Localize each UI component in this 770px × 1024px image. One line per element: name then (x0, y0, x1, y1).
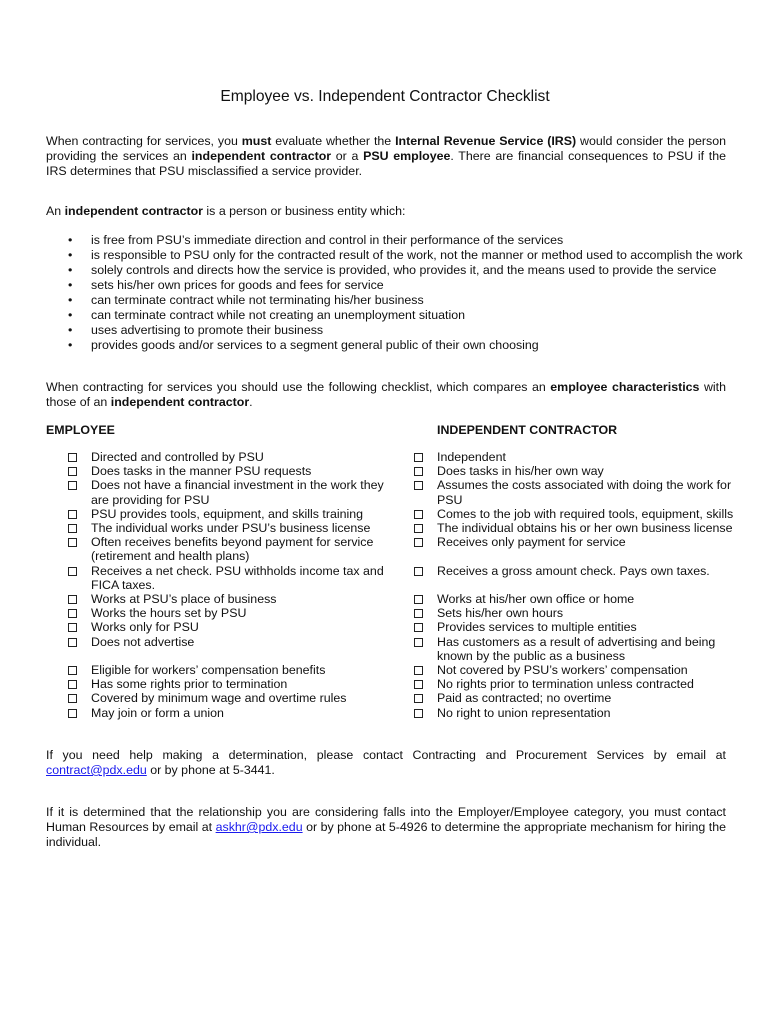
checkbox-icon[interactable] (414, 623, 423, 632)
employee-item: Works at PSU’s place of business (68, 592, 386, 606)
employee-item: Receives a net check. PSU withholds income tax and FICA taxes. (68, 564, 386, 592)
checkbox-icon[interactable] (414, 481, 423, 490)
list-item: • is responsible to PSU only for the contracted result of the work, not the manner or method used to accomplish the work (68, 248, 743, 262)
help-text-2: or by phone at 5-3441. (146, 763, 275, 777)
checkbox-icon[interactable] (414, 510, 423, 519)
bullet-icon: • (68, 278, 73, 292)
intro-paragraph (46, 134, 726, 179)
intro-bold-irs: Internal Revenue Service (IRS) (395, 134, 577, 148)
list-item: • is free from PSU’s immediate direction and control in their performance of the services (68, 233, 564, 247)
checkbox-icon[interactable] (68, 638, 77, 647)
contractor-item: Receives a gross amount check. Pays own taxes. (414, 564, 734, 578)
compare-paragraph (46, 380, 726, 410)
checkbox-icon[interactable] (68, 510, 77, 519)
employee-item: May join or form a union (68, 706, 386, 720)
hr-text-1: If it is determined that the relationship you are considering falls into the Employer/Employee category, you must contact Human Resources by email at (46, 805, 726, 834)
employee-item: The individual works under PSU’s business license (68, 521, 386, 535)
contractor-item: Receives only payment for service (414, 535, 734, 549)
employee-item: Eligible for workers’ compensation benefits (68, 663, 386, 677)
checkbox-icon[interactable] (68, 623, 77, 632)
contractor-definition-list (46, 233, 743, 353)
compare-text-2: with those of an (46, 380, 726, 409)
list-item: • uses advertising to promote their business (68, 323, 324, 337)
bullet-icon: • (68, 233, 73, 247)
checkbox-icon[interactable] (68, 481, 77, 490)
contract-email-link[interactable]: contract@pdx.edu (46, 763, 147, 777)
list-item: • can terminate contract while not creating an unemployment situation (68, 308, 465, 322)
definition-bold: independent contractor (64, 204, 203, 218)
employee-item: Has some rights prior to termination (68, 677, 386, 691)
contractor-item: No right to union representation (414, 706, 734, 720)
checkbox-icon[interactable] (414, 638, 423, 647)
checkbox-icon[interactable] (68, 595, 77, 604)
list-item: • can terminate contract while not terminating his/her business (68, 293, 424, 307)
employee-item: Covered by minimum wage and overtime rules (68, 691, 386, 705)
compare-text-1: When contracting for services you should use the following checklist, which compares an (46, 380, 551, 394)
employee-checklist (68, 450, 386, 720)
contractor-item: The individual obtains his or her own business license (414, 521, 734, 535)
checkbox-icon[interactable] (68, 609, 77, 618)
checkbox-icon[interactable] (68, 680, 77, 689)
checkbox-icon[interactable] (68, 524, 77, 533)
definition-text-1: An (46, 204, 65, 218)
contractor-item: No rights prior to termination unless contracted (414, 677, 734, 691)
checkbox-icon[interactable] (414, 595, 423, 604)
contractor-item: Sets his/her own hours (414, 606, 734, 620)
checkbox-icon[interactable] (414, 709, 423, 718)
compare-bold-contractor: independent contractor (110, 395, 250, 409)
employee-item: PSU provides tools, equipment, and skills training (68, 507, 386, 521)
intro-text-4: or a (331, 149, 364, 163)
intro-bold-must: must (241, 134, 272, 148)
intro-text-1: When contracting for services, you (46, 134, 242, 148)
bullet-icon: • (68, 323, 73, 337)
checkbox-icon[interactable] (68, 467, 77, 476)
intro-text-5: . There are financial consequences to PSU if the IRS determines that PSU misclassified a service provider. (46, 149, 726, 178)
intro-bold-contractor: independent contractor (191, 149, 332, 163)
employee-heading: EMPLOYEE (46, 423, 115, 437)
bullet-icon: • (68, 263, 73, 277)
bullet-icon: • (68, 293, 73, 307)
employee-item: Works only for PSU (68, 620, 386, 634)
contractor-heading: INDEPENDENT CONTRACTOR (437, 423, 618, 437)
checkbox-icon[interactable] (68, 666, 77, 675)
checkbox-icon[interactable] (68, 694, 77, 703)
contractor-item: Comes to the job with required tools, equipment, skills (414, 507, 734, 521)
bullet-icon: • (68, 308, 73, 322)
checkbox-icon[interactable] (414, 609, 423, 618)
help-paragraph (46, 748, 726, 778)
bullet-icon: • (68, 248, 73, 262)
document-title: Employee vs. Independent Contractor Checklist (220, 88, 550, 105)
checkbox-icon[interactable] (414, 567, 423, 576)
contractor-item: Assumes the costs associated with doing the work for PSU (414, 478, 734, 506)
checkbox-icon[interactable] (414, 538, 423, 547)
checkbox-icon[interactable] (414, 524, 423, 533)
compare-text-3: . (249, 395, 253, 409)
checkbox-icon[interactable] (68, 453, 77, 462)
intro-bold-employee: PSU employee (363, 149, 451, 163)
contractor-item: Works at his/her own office or home (414, 592, 734, 606)
employee-item: Directed and controlled by PSU (68, 450, 386, 464)
employee-item: Does not have a financial investment in the work they are providing for PSU (68, 478, 386, 506)
contractor-checklist (414, 450, 734, 720)
list-item: • solely controls and directs how the service is provided, who provides it, and the means used to provide the service (68, 263, 717, 277)
contractor-item: Has customers as a result of advertising and being known by the public as a business (414, 635, 734, 663)
hr-email-link[interactable]: askhr@pdx.edu (215, 820, 303, 834)
contractor-item: Does tasks in his/her own way (414, 464, 734, 478)
checkbox-icon[interactable] (414, 694, 423, 703)
checkbox-icon[interactable] (414, 666, 423, 675)
checkbox-icon[interactable] (414, 680, 423, 689)
intro-text-3: would consider the person providing the services an (46, 134, 727, 163)
intro-text-2: evaluate whether the (271, 134, 396, 148)
bullet-icon: • (68, 338, 73, 352)
hr-paragraph (46, 805, 726, 850)
employee-item: Works the hours set by PSU (68, 606, 386, 620)
definition-paragraph (46, 204, 726, 219)
contractor-item: Not covered by PSU’s workers’ compensation (414, 663, 734, 677)
checkbox-icon[interactable] (414, 453, 423, 462)
checkbox-icon[interactable] (68, 567, 77, 576)
employee-item: Does tasks in the manner PSU requests (68, 464, 386, 478)
employee-item: Often receives benefits beyond payment for service (retirement and health plans) (68, 535, 386, 563)
compare-bold-employee: employee characteristics (550, 380, 700, 394)
checkbox-icon[interactable] (414, 467, 423, 476)
list-item: • sets his/her own prices for goods and fees for service (68, 278, 384, 292)
employee-item: Does not advertise (68, 635, 386, 649)
contractor-item: Provides services to multiple entities (414, 620, 734, 634)
hr-text-2: or by phone at 5-4926 to determine the appropriate mechanism for hiring the individual. (46, 820, 726, 849)
contractor-item: Independent (414, 450, 734, 464)
definition-text-2: is a person or business entity which: (202, 204, 406, 218)
contractor-item: Paid as contracted; no overtime (414, 691, 734, 705)
checkbox-icon[interactable] (68, 709, 77, 718)
list-item: • provides goods and/or services to a segment general public of their own choosing (68, 338, 539, 352)
checkbox-icon[interactable] (68, 538, 77, 547)
help-text-1: If you need help making a determination, please contact Contracting and Procurement Services by email at (46, 748, 726, 762)
